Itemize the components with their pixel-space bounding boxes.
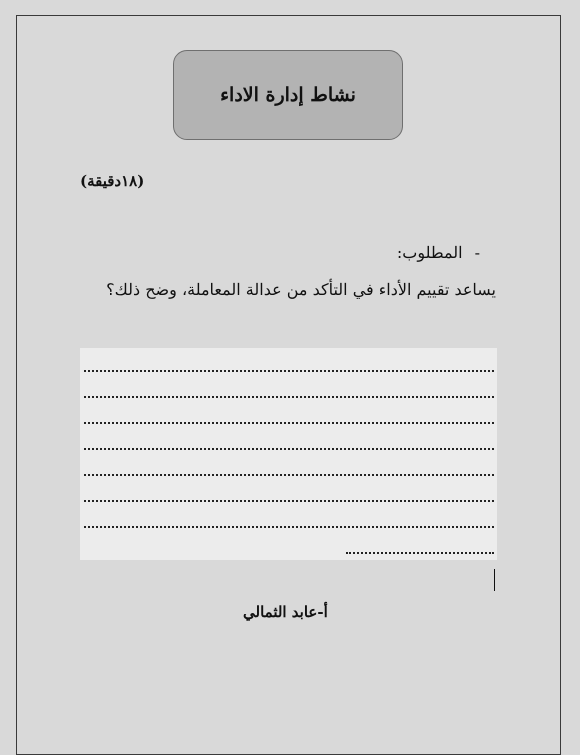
required-heading <box>397 243 480 262</box>
activity-title: نشاط إدارة الاداء <box>220 84 356 106</box>
title-box <box>173 50 403 140</box>
answer-line[interactable] <box>84 410 494 424</box>
answer-line[interactable] <box>84 358 494 372</box>
question-text: يساعد تقييم الأداء في التأكد من عدالة المعاملة، وضح ذلك؟ <box>106 280 496 299</box>
answer-line[interactable] <box>84 462 494 476</box>
duration-label: (١٨دقيقة) <box>80 172 145 190</box>
answer-line[interactable] <box>84 514 494 528</box>
author-name: أ-عابد الثمالي <box>243 603 328 621</box>
answer-area[interactable] <box>80 348 497 560</box>
answer-line[interactable] <box>84 488 494 502</box>
answer-line[interactable] <box>346 540 494 554</box>
list-dash: - <box>474 243 480 262</box>
required-label: المطلوب: <box>396 243 463 262</box>
answer-line[interactable] <box>84 436 494 450</box>
text-cursor <box>494 569 495 591</box>
answer-line[interactable] <box>84 384 494 398</box>
